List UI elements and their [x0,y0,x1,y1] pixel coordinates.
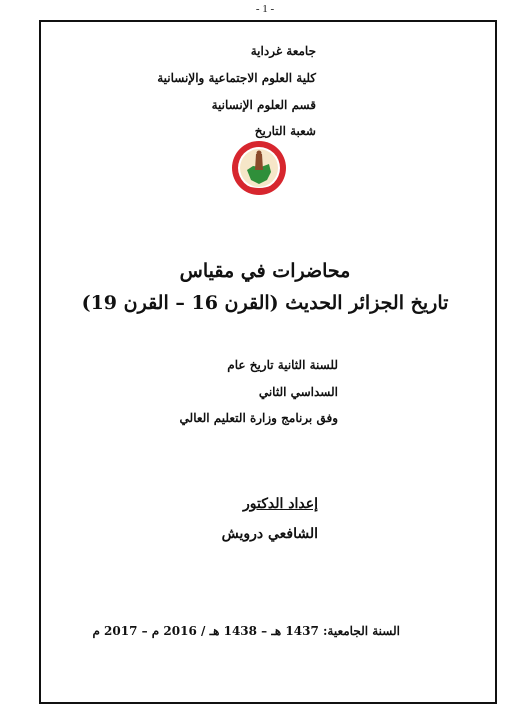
author-heading: إعداد الدكتور [243,496,318,512]
emblem-tower [255,154,263,170]
emblem-tower-top [257,151,262,156]
curriculum-note: وفق برنامج وزارة التعليم العالي [179,411,338,425]
academic-year: السنة الجامعية: 1437 هـ – 1438 هـ / 2016 م – 2017 م [92,624,400,638]
department-name: قسم العلوم الإنسانية [211,98,316,112]
semester: السداسي الثاني [258,385,338,399]
document-title-line-2: تاريخ الجزائر الحديث (القرن 16 – القرن 19) [81,292,449,314]
page-number: - 1 - [255,3,275,15]
branch-name: شعبة التاريخ [254,124,316,138]
faculty-name: كلية العلوم الاجتماعية والإنسانية [157,71,316,85]
audience-level: للسنة الثانية تاريخ عام [227,358,338,372]
author-name: الشافعي درويش [221,526,318,542]
university-emblem-icon [231,140,287,196]
university-name: جامعة غرداية [250,44,316,58]
document-title-line-1: محاضرات في مقياس [179,260,351,282]
